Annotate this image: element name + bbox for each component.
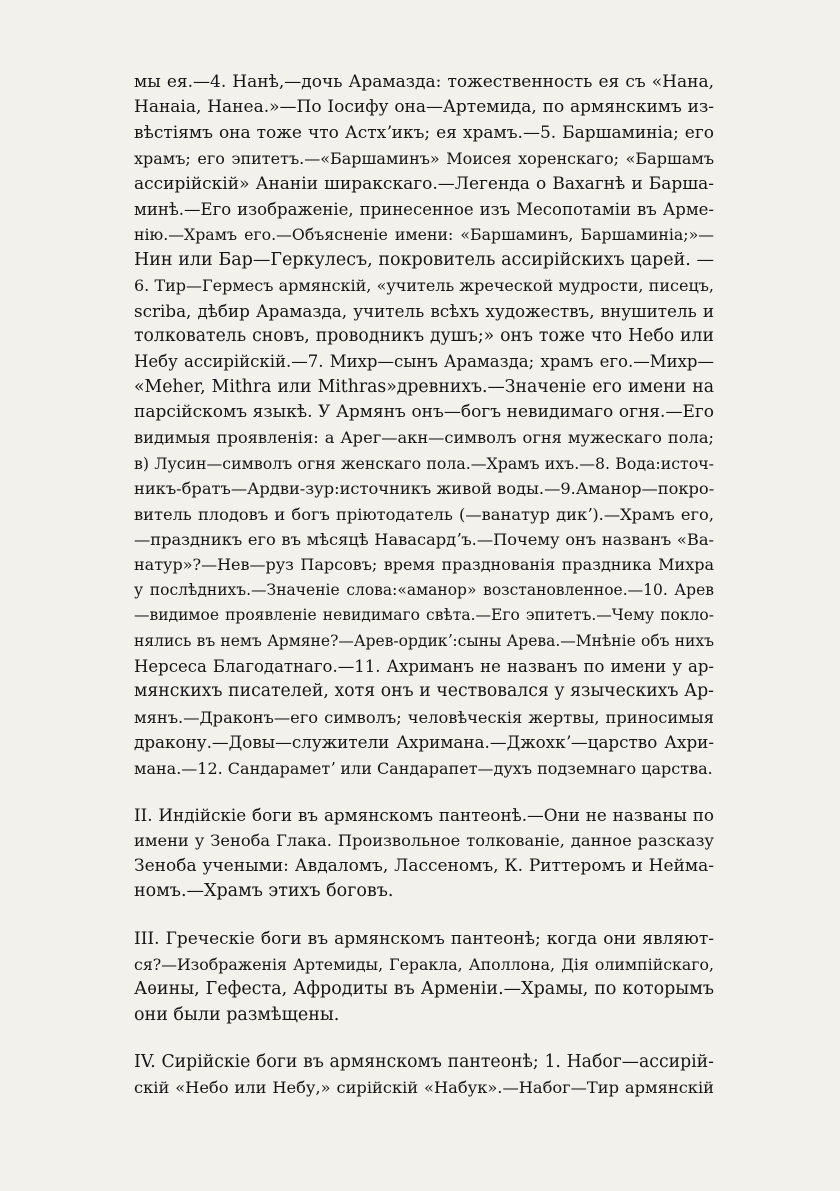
text-line: номъ.—Храмъ этихъ боговъ. — [134, 881, 394, 902]
text-line: витель плодовъ и богъ прiютодатель (—ванатур дикʼ).—Храмъ его, — [134, 504, 714, 524]
text-line: имени у Зеноба Глака. Произвольное толкованiе, данное разсказу — [134, 831, 714, 851]
text-line: Аѳины, Гефеста, Афродиты въ Арменiи.—Храмы, по которымъ — [134, 979, 714, 1000]
text-line: парсiйскомъ языкѣ. У Армянъ онъ—богъ невидимаго огня.—Его — [134, 402, 714, 423]
text-line: Нерсеса Благодатнаго.—11. Ахриманъ не названъ по имени у ар- — [134, 656, 714, 676]
text-line: Нанаia, Нанеа.»—По Iосифу она—Артемида, по армянскимъ из- — [134, 97, 714, 118]
text-line: никъ-братъ—Ардви-зур:источникъ живой воды.—9.Аманор—покро- — [134, 479, 715, 499]
text-line: нiю.—Храмъ его.—Объясненiе имени: «Баршаминъ, Баршаминiа;»— — [134, 225, 714, 245]
paragraph-4 — [134, 1050, 714, 1101]
text-line: 6. Тир—Гермесъ армянскiй, «учитель жреческой мудрости, писецъ, — [134, 276, 714, 296]
text-line: мянъ.—Драконъ—его символъ; человѣческiя жертвы, приносимыя — [134, 707, 714, 727]
text-line: II. Индiйскiе боги въ армянскомъ пантеонѣ.—Они не названы по — [134, 804, 714, 825]
text-line: скiй «Небо или Небу,» сирiйскiй «Набук».—Набог—Тир армянскiй — [134, 1078, 714, 1098]
text-line: Зеноба учеными: Авдаломъ, Лассеномъ, К. Риттеромъ и Нейма- — [134, 855, 714, 876]
text-line: в) Лусин—символъ огня женскаго пола.—Храмъ ихъ.—8. Вода:источ- — [134, 453, 714, 473]
text-line: мянскихъ писателей, хотя онъ и чествовался у языческихъ Ар- — [134, 681, 714, 702]
text-line: Нин или Бар—Геркулесъ, покровитель ассирiйскихъ царей. — — [134, 249, 714, 270]
text-line: мы ея.—4. Нанѣ,—дочь Арамазда: тожественность ея съ «Нана, — [134, 72, 714, 92]
paragraph-3 — [134, 927, 714, 1029]
paragraph-2 — [134, 803, 714, 905]
paragraph-gap — [134, 1028, 714, 1050]
paragraph-gap — [134, 905, 714, 927]
text-line: храмъ; его эпитетъ.—«Баршаминъ» Моисея хоренскаго; «Баршамъ — [134, 149, 714, 169]
paragraph-gap — [134, 781, 714, 803]
text-line: минѣ.—Его изображенiе, принесенное изъ Месопотамiи въ Арме- — [134, 199, 714, 219]
text-line: видимыя проявленiя: а Арег—акн—символъ огня мужескаго пола; — [134, 428, 714, 448]
text-line: scriba, дѣбир Арамазда, учитель всѣхъ художествъ, внушитель и — [134, 300, 714, 321]
text-line: нялись въ немъ Армяне?—Арев-ордикʼ:сыны Арева.—Мнѣнiе объ нихъ — [134, 631, 714, 650]
text-line: IV. Сирiйскiе боги въ армянскомъ пантеонѣ; 1. Набог—ассирiй- — [134, 1052, 714, 1073]
text-line: мана.—12. Сандараметʼ или Сандарапет—духъ подземнаго царства. — [134, 758, 713, 778]
text-line: вѣстiямъ она тоже что Астхʼикъ; ея храмъ.—5. Баршаминiа; его — [134, 122, 714, 143]
text-line: натур»?—Нев—руз Парсовъ; время празднованiя праздника Михра — [134, 555, 714, 575]
text-line: у послѣднихъ.—Значенiе слова:«аманор» возстановленное.—10. Арев — [134, 580, 714, 599]
text-line: «Meher, Mithra или Mithras»древнихъ.—Значенiе его имени на — [134, 376, 714, 397]
text-line: ся?—Изображенiя Артемиды, Геракла, Аполлона, Дiя олимпiйскаго, — [134, 954, 714, 974]
text-line: дракону.—Довы—служители Ахримана.—Джохкʼ—царство Ахри- — [134, 732, 714, 753]
page-text — [134, 70, 714, 1101]
text-line: —праздникъ его въ мѣсяцѣ Навасардʼъ.—Почему онъ названъ «Ва- — [134, 530, 714, 550]
text-line: Небу ассирiйскiй.—7. Михр—сынъ Арамазда; храмъ его.—Михр— — [134, 352, 714, 372]
text-line: они были размѣщены. — [134, 1004, 340, 1025]
text-line: —видимое проявленiе невидимаго свѣта.—Его эпитетъ.—Чему покло- — [134, 606, 714, 625]
paragraph-1 — [134, 70, 714, 781]
text-line: ассирiйскiй» Ананiи ширакскаго.—Легенда о Вахагнѣ и Барша- — [134, 173, 714, 194]
text-line: III. Греческiе боги въ армянскомъ пантеонѣ; когда они являют- — [134, 928, 714, 949]
text-line: толкователь сновъ, проводникъ душъ;» онъ тоже что Небо или — [134, 325, 714, 346]
